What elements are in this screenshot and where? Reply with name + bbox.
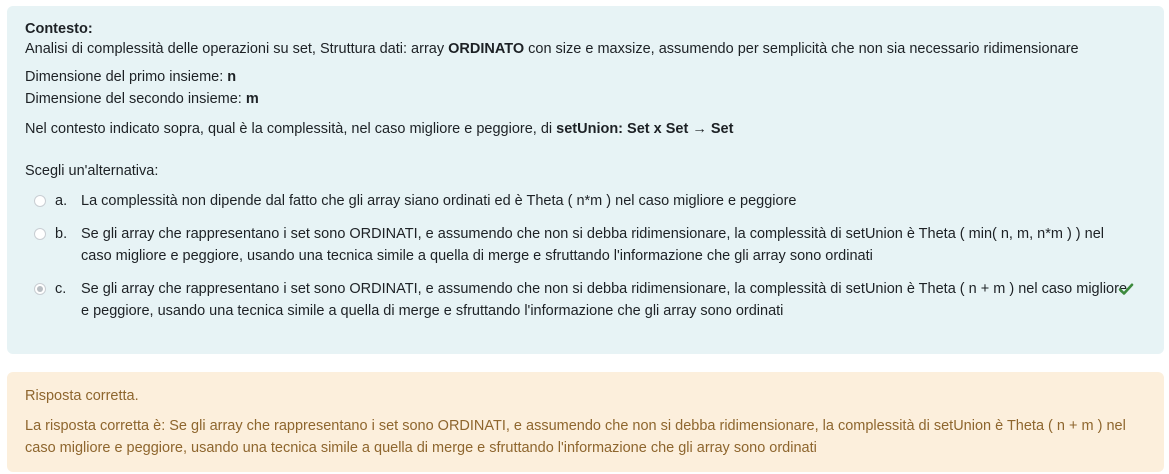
answer-option-a[interactable] bbox=[25, 190, 1146, 212]
feedback-panel bbox=[7, 372, 1164, 472]
option-text: La complessità non dipende dal fatto che gli array siano ordinati ed è Theta ( n*m ) nel caso migliore e peggiore bbox=[81, 193, 797, 209]
option-letter: a. bbox=[55, 193, 68, 209]
option-letter: b. bbox=[55, 226, 68, 242]
radio-c[interactable] bbox=[34, 283, 46, 295]
question-text: Nel contesto indicato sopra, qual è la complessità, nel caso migliore e peggiore, di setUnion: Set x Set → Set bbox=[25, 121, 734, 137]
radio-a[interactable] bbox=[34, 195, 46, 207]
option-text: Se gli array che rappresentano i set sono ORDINATI, e assumendo che non si debba ridimensionare, la complessità di setUnion è Theta ( min( n, m, n*m ) ) nel caso migliore e peggiore, usando una tecnica simile a quella di merge e sfruttando l'informazione che gli array sono ordinati bbox=[81, 226, 1105, 264]
answer-option-c[interactable] bbox=[25, 278, 1146, 322]
dimensions bbox=[25, 66, 1146, 110]
check-icon bbox=[1118, 281, 1134, 297]
answer-list bbox=[25, 190, 1146, 322]
context-label: Contesto: bbox=[25, 21, 93, 37]
option-letter: c. bbox=[55, 281, 67, 297]
question-panel bbox=[7, 6, 1164, 354]
second-set-size: Dimensione del secondo insieme: m bbox=[25, 91, 259, 107]
radio-b[interactable] bbox=[34, 228, 46, 240]
answer-prompt: Scegli un'alternativa: bbox=[25, 163, 159, 179]
option-text: Se gli array che rappresentano i set sono ORDINATI, e assumendo che non si debba ridimensionare, la complessità di setUnion è Theta ( n + m ) nel caso migliore e peggiore, usando una tecnica simile a quella di merge e sfruttando l'informazione che gli array sono ordinati bbox=[81, 281, 1128, 319]
context-description: Analisi di complessità delle operazioni su set, Struttura dati: array ORDINATO con size e maxsize, assumendo per semplicità che non sia necessario ridimensionare bbox=[25, 41, 1079, 57]
answer-option-b[interactable] bbox=[25, 223, 1146, 267]
first-set-size: Dimensione del primo insieme: n bbox=[25, 69, 237, 85]
correct-answer-text: La risposta corretta è: Se gli array che rappresentano i set sono ORDINATI, e assumendo che non si debba ridimensionare, la complessità di setUnion è Theta ( n + m ) nel caso migliore e peggiore, usando una tecnica simile a quella di merge e sfruttando l'informazione che gli array sono ordinati bbox=[25, 418, 1126, 456]
feedback-title: Risposta corretta. bbox=[25, 388, 139, 404]
